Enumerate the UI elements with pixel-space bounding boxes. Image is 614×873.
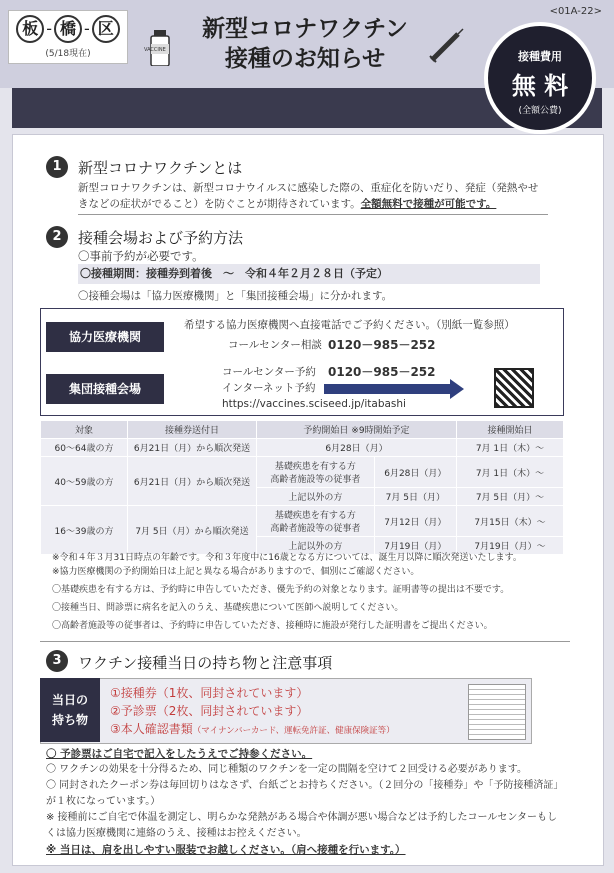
section-title: ワクチン接種当日の持ち物と注意事項 (78, 654, 333, 672)
divider (78, 214, 548, 215)
item-questionnaire: ②予診票（2枚、同封されています） (110, 704, 309, 718)
clinic-description: 希望する協力医療機関へ直接電話でご予約ください。（別紙一覧参照） (184, 319, 515, 331)
section-body: 新型コロナワクチンは、新型コロナウイルスに感染した際の、重症化を防いだり、発症（発熱やせきなどの症状がでること）を防ぐことが期待されています。全額無料で接種が可能です。 (78, 182, 539, 210)
reservation-required: 〇事前予約が必要です。 (78, 249, 204, 263)
note-two-doses: 〇 ワクチンの効果を十分得るため、同じ種類のワクチンを一定の間隔を空けて２回受ける必要があります。 (46, 764, 527, 775)
mass-venue-tag: 集団接種会場 (46, 374, 164, 404)
vial-label: VACCINE (144, 47, 166, 53)
mass-call-label: コールセンター予約 (222, 366, 316, 378)
reservation-url[interactable]: https://vaccines.sciseed.jp/itabashi (222, 398, 406, 410)
section-title: 新型コロナワクチンとは (78, 159, 243, 177)
schedule-table (40, 420, 564, 555)
table-row: 上記以外の方 7月 5日（月） 7月 5日（月）～ (41, 488, 564, 506)
mass-call-number[interactable]: 0120－985－252 (328, 365, 436, 379)
ward-char: 橋 (54, 15, 82, 43)
table-row: 60～64歳の方 6月21日（月）から順次発送 6月28日（月） 7月 1日（木）～ (41, 439, 564, 457)
note-interview: 〇接種当日、問診票に病名を記入のうえ、基礎疾患について医師へ説明してください。 (52, 603, 404, 613)
divider (40, 641, 570, 642)
table-row: 16～39歳の方 7月 5日（月）から順次発送 基礎疾患を有する方 高齢者施設等の従事者 7月12日（月） 7月15日（木）～ (41, 506, 564, 537)
arrow-shaft (324, 384, 450, 394)
venue-note: 〇接種会場は「協力医療機関」と「集団接種会場」に分かれます。 (78, 290, 393, 302)
clinic-call-label: コールセンター相談 (228, 339, 322, 351)
table-row: 40～59歳の方 6月21日（月）から順次発送 基礎疾患を有する方 高齢者施設等の従事者 6月28日（月） 7月 1日（木）～ (41, 457, 564, 488)
web-reserve-label: インターネット予約 (222, 382, 316, 394)
note-bring-form: 〇 予診票はご自宅で記入をしたうえでご持参ください。 (46, 748, 313, 760)
note-temperature: ※ 接種前にご自宅で体温を測定し、明らかな発熱がある場合や体調が悪い場合などは予約したコールセンターもしくは協力医療機関に連絡のうえ、接種はお控えください。 (46, 812, 557, 839)
ward-char: 区 (92, 15, 120, 43)
title-line-2: 接種のお知らせ (224, 46, 386, 72)
section-number: 2 (46, 226, 68, 248)
id-examples: （マイナンバーカード、運転免許証、健康保険証等） (192, 726, 395, 736)
section-number: 1 (46, 156, 68, 178)
note-clothing: ※ 当日は、肩を出しやすい服装でお越しください。（肩へ接種を行います。） (46, 844, 406, 856)
section-title: 接種会場および予約方法 (78, 229, 244, 247)
page-title (175, 14, 435, 74)
note-coupon: 〇 同封されたクーポン券は毎回切りはなさず、台紙ごとお持ちください。（２回分の「接種券」や「予防接種済証」が１枚になっています。） (46, 780, 564, 807)
ward-date: (5/18現在) (45, 49, 91, 59)
table-row: 上記以外の方 7月19日（月） 7月19日（月）～ (41, 537, 564, 555)
item-ticket: ①接種券（1枚、同封されています） (110, 686, 309, 700)
note-priority: 〇基礎疾患を有する方は、予約時に申告していただき、優先予約の対象となります。証明書等の提出は不要です。 (52, 585, 510, 595)
clinic-call-number[interactable]: 0120－985－252 (328, 338, 436, 352)
ticket-image (468, 684, 526, 740)
emphasis-text: 全額無料で接種が可能です。 (360, 198, 497, 210)
note-clinic: ※協力医療機関の予約開始日は上記と異なる場合がありますので、個別にご確認ください。 (52, 567, 420, 577)
belongings-label: 当日の 持ち物 (40, 678, 100, 742)
clinic-tag: 協力医療機関 (46, 322, 164, 352)
document-code: <01A-22> (549, 6, 602, 17)
syringe-icon (428, 28, 464, 64)
free-of-charge-badge: 接種費用 無 料 (全額公費) (484, 22, 596, 134)
table-header-row: 対象 接種券送付日 予約開始日 ※9時開始予定 接種開始日 (41, 421, 564, 439)
ward-logo: 板 - 橋 - 区 (5/18現在) (8, 10, 128, 64)
section-number: 3 (46, 650, 68, 672)
item-id: ③本人確認書類（マイナンバーカード、運転免許証、健康保険証等） (110, 722, 395, 736)
vaccination-period: 〇接種期間：接種券到着後 ～ 令和４年２月２８日（予定） (80, 267, 388, 280)
title-line-1: 新型コロナワクチン (202, 16, 408, 42)
note-age: ※令和４年３月31日時点の年齢です。令和３年度中に16歳となる方については、誕生月以降に順次発送いたします。 (52, 553, 522, 563)
ward-char: 板 (16, 15, 44, 43)
arrow-right-icon (450, 379, 464, 399)
qr-code[interactable] (494, 368, 534, 408)
note-worker: 〇高齢者施設等の従事者は、予約時に申告していただき、接種時に施設が発行した証明書をご提出ください。 (52, 621, 493, 631)
